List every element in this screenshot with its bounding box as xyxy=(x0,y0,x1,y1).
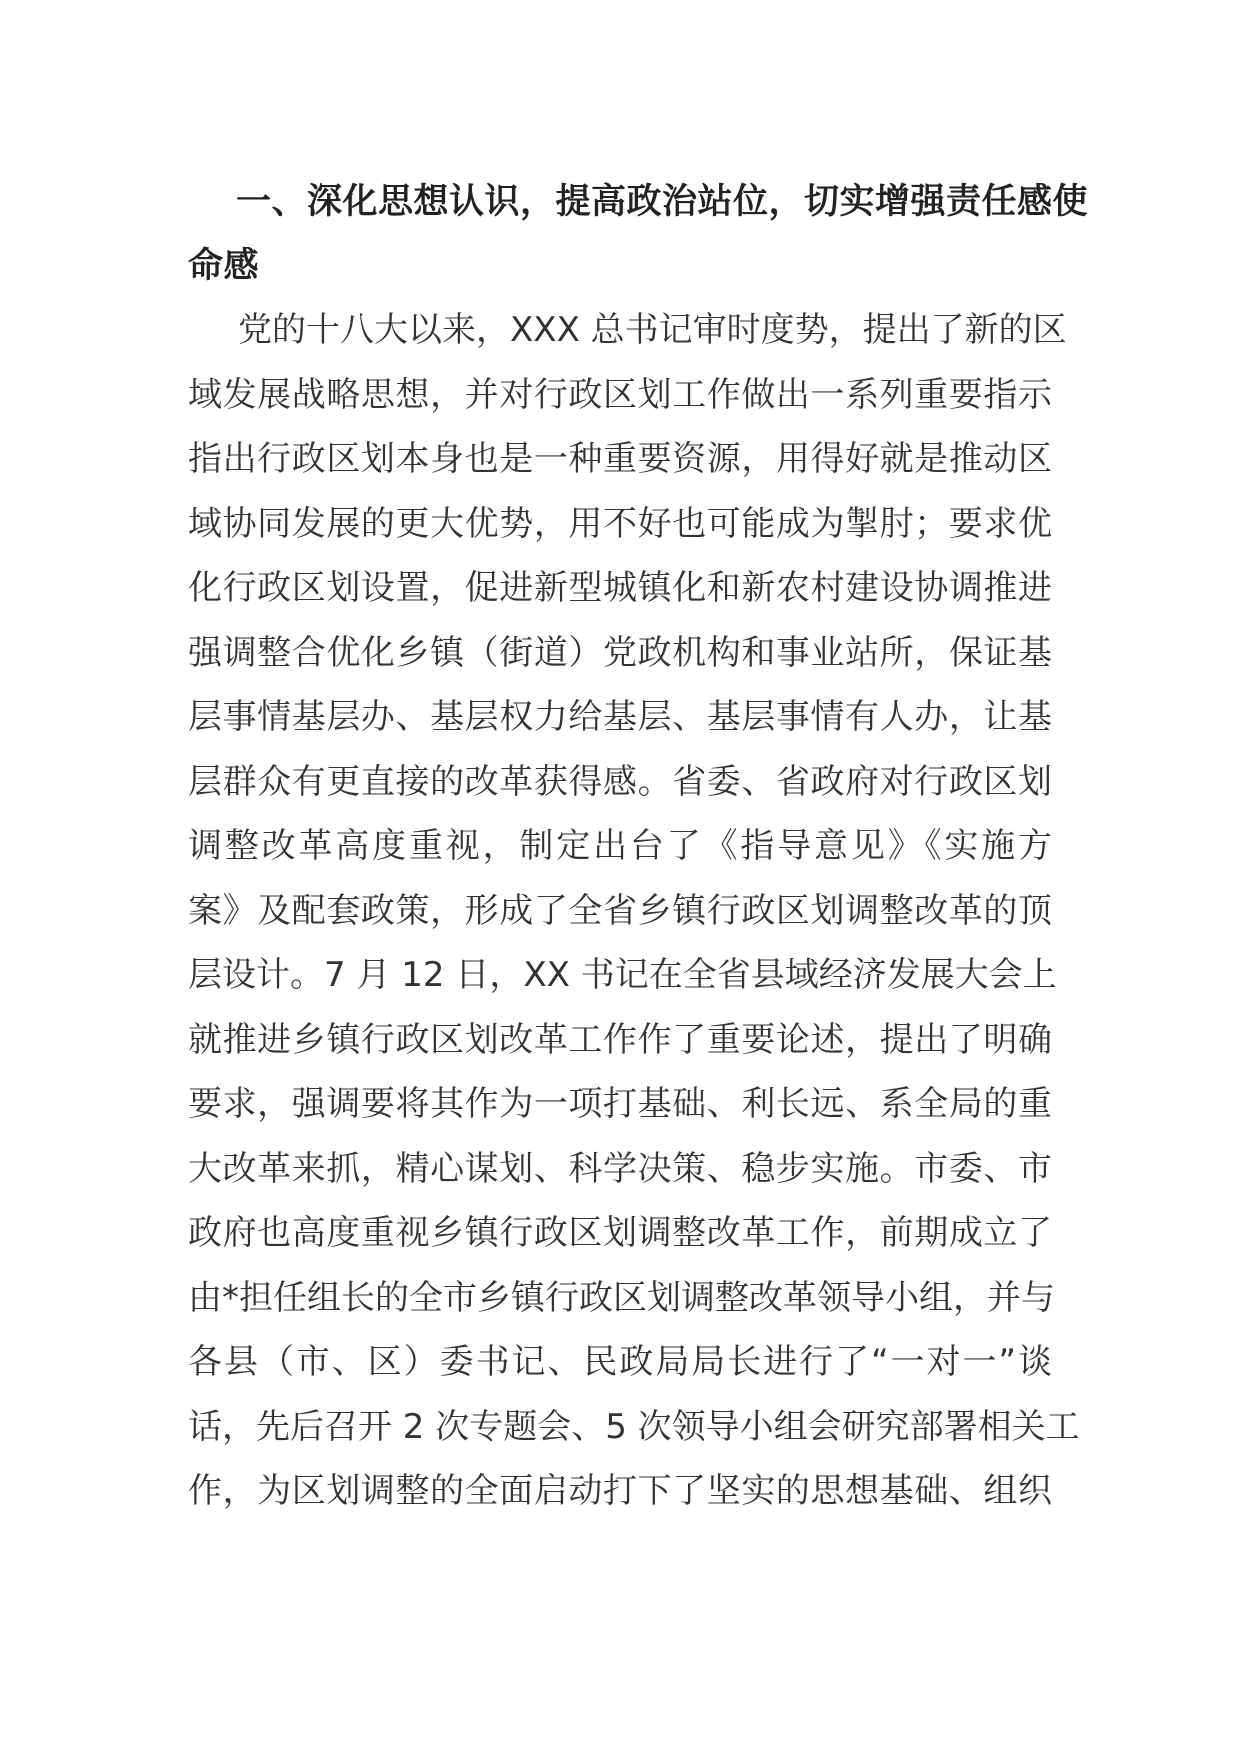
paragraph-line: 大改革来抓，精心谋划、科学决策、稳步实施。市委、市 xyxy=(188,1148,1052,1189)
paragraph-line: 政府也高度重视乡镇行政区划调整改革工作，前期成立了 xyxy=(188,1213,1052,1253)
paragraph-line: 调整改革高度重视，制定出台了《指导意见》《实施方 xyxy=(188,826,1052,866)
paragraph-line: 层群众有更直接的改革获得感。省委、省政府对行政区划 xyxy=(188,761,1052,802)
paragraph-line: 层事情基层办、基层权力给基层、基层事情有人办，让基 xyxy=(188,697,1052,737)
heading-line: 命感 xyxy=(188,246,260,286)
paragraph-line: 党的十八大以来，XXX 总书记审时度势，提出了新的区 xyxy=(238,310,1067,350)
paragraph-line: 指出行政区划本身也是一种重要资源，用得好就是推动区 xyxy=(188,439,1052,479)
paragraph-line: 作，为区划调整的全面启动打下了坚实的思想基础、组织 xyxy=(188,1471,1052,1511)
paragraph-line: 要求，强调要将其作为一项打基础、利长远、系全局的重 xyxy=(188,1084,1052,1124)
body-paragraph xyxy=(188,298,1080,1524)
paragraph-line: 案》及配套政策，形成了全省乡镇行政区划调整改革的顶 xyxy=(188,890,1052,931)
paragraph-line: 域发展战略思想，并对行政区划工作做出一系列重要指示 xyxy=(188,374,1052,415)
heading-line: 一、深化思想认识，提高政治站位，切实增强责任感使 xyxy=(236,182,1089,222)
paragraph-line: 话，先后召开 2 次专题会、5 次领导小组会研究部署相关工 xyxy=(188,1406,1080,1447)
document-page xyxy=(188,170,1089,1524)
paragraph-line: 由*担任组长的全市乡镇行政区划调整改革领导小组，并与 xyxy=(188,1277,1055,1318)
paragraph-line: 化行政区划设置，促进新型城镇化和新农村建设协调推进 xyxy=(188,568,1052,608)
paragraph-line: 强调整合优化乡镇（街道）党政机构和事业站所，保证基 xyxy=(188,632,1052,673)
paragraph-line: 层设计。7 月 12 日，XX 书记在全省县域经济发展大会上 xyxy=(188,955,1057,995)
section-heading xyxy=(188,170,1089,298)
paragraph-line: 就推进乡镇行政区划改革工作作了重要论述，提出了明确 xyxy=(188,1019,1052,1060)
paragraph-line: 各县（市、区）委书记、民政局局长进行了“一对一”谈 xyxy=(188,1342,1052,1382)
paragraph-line: 域协同发展的更大优势，用不好也可能成为掣肘；要求优 xyxy=(188,503,1052,544)
